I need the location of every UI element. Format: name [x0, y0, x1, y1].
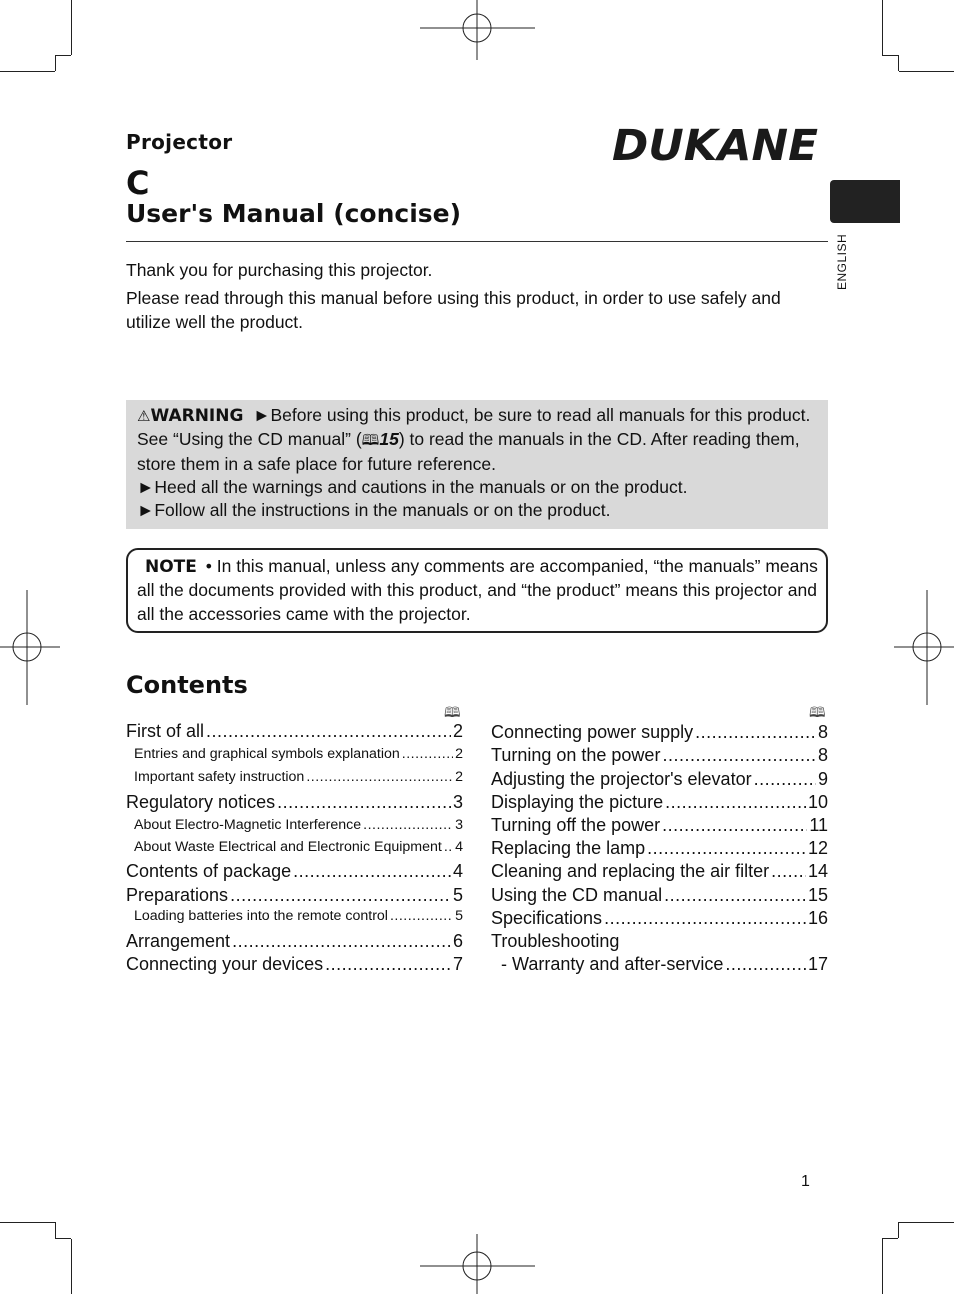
toc-subentry[interactable]: About Electro-Magnetic Interference ..... 3 — [126, 817, 463, 837]
toc-entry[interactable]: - Warranty and after-service ..... 17 — [491, 954, 828, 977]
note-body: • In this manual, unless any comments are accompanied, “the manuals” means all the documents provided with this product, and “the product” means this projector and all the accessories came with the projector. — [137, 556, 818, 624]
language-label: ENGLISH — [835, 233, 849, 290]
warning-text — [137, 404, 823, 522]
book-icon: 🕮 — [361, 432, 380, 450]
warning-line-1b: ) to read the manuals in the CD. After reading them, store them in a safe place for future reference. — [137, 429, 800, 474]
model-name: C — [126, 164, 150, 202]
book-icon: 🕮 — [809, 704, 826, 720]
registration-mark-top — [420, 0, 535, 60]
toc-entry[interactable]: Regulatory notices ..... 3 — [126, 792, 463, 815]
warning-line-3: ►Follow all the instructions in the manuals or on the product. — [137, 500, 611, 521]
warning-triangle-icon: ⚠ — [137, 408, 151, 425]
registration-mark-right — [894, 590, 954, 705]
warning-line-1a: ►Before using this product, be sure to read all manuals for this product. See “Using the CD manual” ( — [137, 405, 811, 450]
registration-mark-left — [0, 590, 60, 705]
note-label: NOTE — [145, 557, 197, 577]
book-icon: 🕮 — [444, 704, 461, 720]
brand-logo-text: DUKANE — [612, 122, 818, 166]
toc-subentry[interactable]: About Waste Electrical and Electronic Equipment ..... 4 — [126, 839, 463, 859]
toc-subentry[interactable]: Important safety instruction ..... 2 — [126, 769, 463, 789]
page-number: 1 — [801, 1173, 810, 1190]
note-text — [137, 555, 823, 626]
toc-entry[interactable]: Contents of package ..... 4 — [126, 861, 463, 884]
toc-entry[interactable]: Using the CD manual ..... 15 — [491, 885, 828, 908]
toc-entry[interactable]: Replacing the lamp ..... 12 — [491, 838, 828, 861]
warning-label: WARNING — [150, 406, 244, 426]
toc-entry[interactable]: Adjusting the projector's elevator ..... 9 — [491, 769, 828, 792]
toc-entry[interactable]: Cleaning and replacing the air filter ..... 14 — [491, 861, 828, 884]
toc-entry[interactable]: Turning off the power ..... 11 — [491, 815, 828, 838]
intro-instructions: Please read through this manual before using this product, in order to use safely and utilize well the product. — [126, 288, 781, 332]
toc-entry[interactable]: Specifications ..... 16 — [491, 908, 828, 931]
toc-entry[interactable]: Connecting your devices ..... 7 — [126, 954, 463, 977]
page-title: User's Manual (concise) — [126, 199, 462, 228]
toc-entry[interactable]: Displaying the picture ..... 10 — [491, 792, 828, 815]
toc-entry[interactable]: Arrangement ..... 6 — [126, 931, 463, 954]
toc-entry[interactable]: Turning on the power ..... 8 — [491, 745, 828, 768]
registration-mark-bottom — [420, 1234, 535, 1294]
language-tab — [830, 180, 900, 223]
toc-entry[interactable]: Troubleshooting — [491, 931, 620, 951]
product-label: Projector — [126, 130, 233, 154]
brand-logo — [610, 122, 820, 166]
toc-entry[interactable]: First of all ..... 2 — [126, 721, 463, 744]
warning-page-ref: 15 — [379, 429, 399, 450]
intro-thanks: Thank you for purchasing this projector. — [126, 260, 433, 280]
contents-heading: Contents — [126, 671, 248, 699]
warning-line-2: ►Heed all the warnings and cautions in the manuals or on the product. — [137, 476, 688, 497]
toc-subentry[interactable]: Loading batteries into the remote control ..... 5 — [126, 908, 463, 928]
toc-subentry[interactable]: Entries and graphical symbols explanation ..... 2 — [126, 746, 463, 766]
toc-entry[interactable]: Preparations ..... 5 — [126, 885, 463, 908]
title-divider — [126, 241, 828, 242]
toc-entry[interactable]: Connecting power supply ..... 8 — [491, 722, 828, 745]
